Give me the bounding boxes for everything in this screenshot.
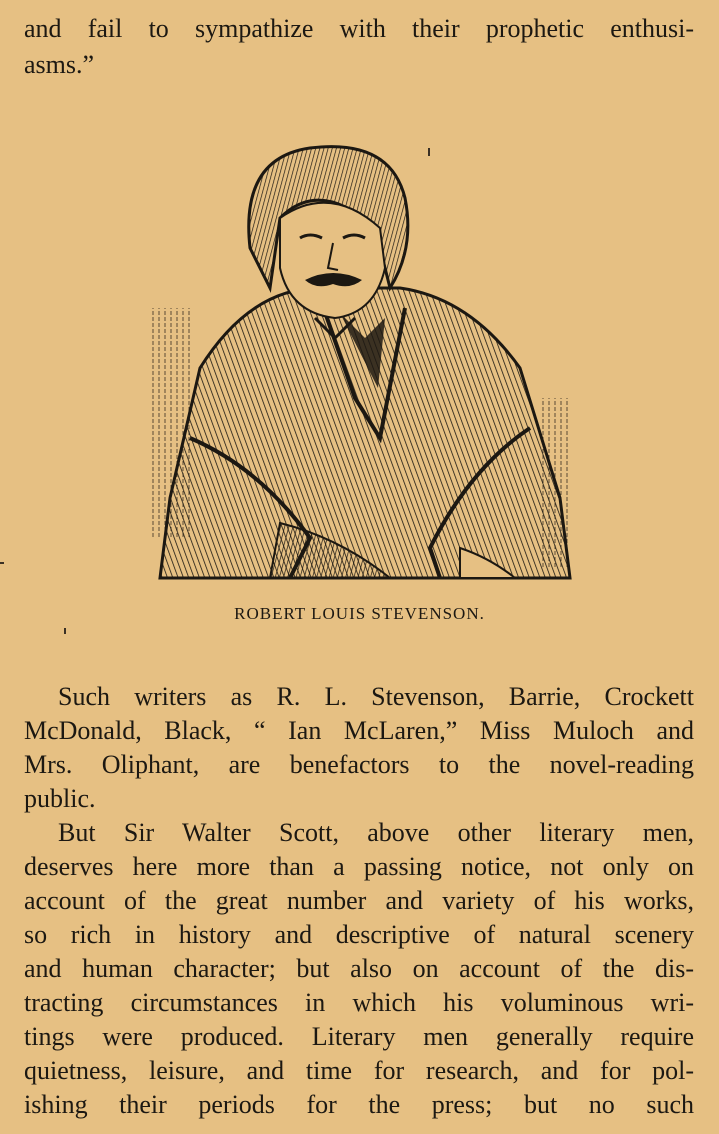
text-line: and fail to sympathize with their prophetic enthusi- [24,14,694,43]
page-speck [64,628,66,634]
text-line: account of the great number and variety of his works, [24,886,694,915]
text-line: quietness, leisure, and time for research, and for pol- [24,1056,694,1085]
text-line: so rich in history and descriptive of natural scenery [24,920,694,949]
text-line: McDonald, Black, “ Ian McLaren,” Miss Muloch and [24,716,694,745]
text-line: asms.” [24,50,95,79]
portrait-illustration [140,138,580,588]
text-line: public. [24,784,96,813]
text-line: Mrs. Oliphant, are benefactors to the novel-reading [24,750,694,779]
text-line: But Sir Walter Scott, above other literary men, [58,818,694,847]
page-speck [428,148,430,156]
page-speck [0,562,4,564]
text-line: tracting circumstances in which his voluminous wri- [24,988,694,1017]
figure-caption: ROBERT LOUIS STEVENSON. [234,604,485,623]
text-line: and human character; but also on account of the dis- [24,954,694,983]
text-line: tings were produced. Literary men generally require [24,1022,694,1051]
text-line: deserves here more than a passing notice, not only on [24,852,694,881]
text-line: ishing their periods for the press; but no such [24,1090,694,1119]
text-line: Such writers as R. L. Stevenson, Barrie, Crockett [58,682,694,711]
